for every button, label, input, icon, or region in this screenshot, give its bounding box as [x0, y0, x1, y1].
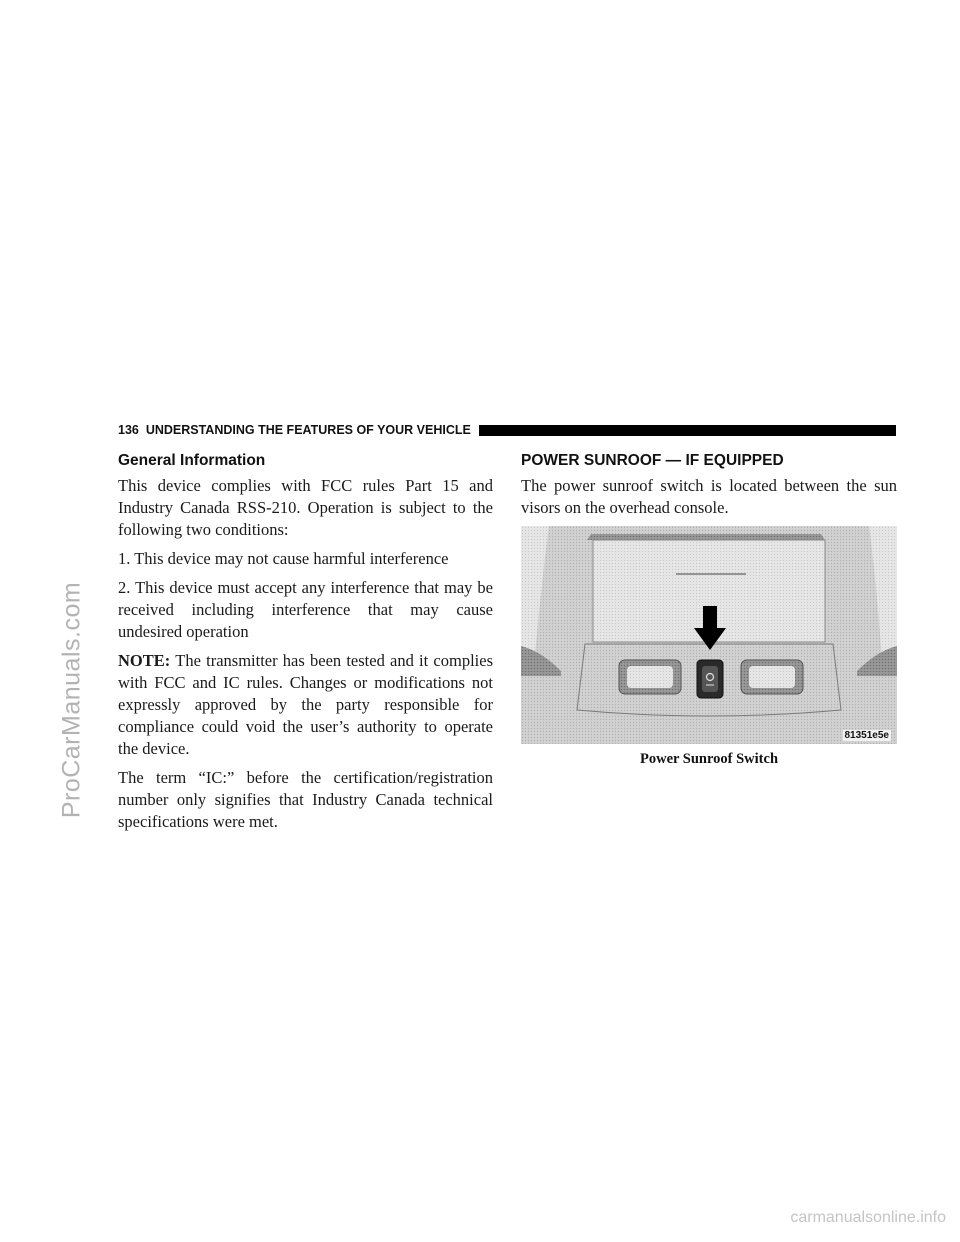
note-text: The transmitter has been tested and it complies with FCC and IC rules. Changes or modifications not expressly approved by the party responsible for compliance could void the user’s authority to operate the device.	[118, 651, 493, 758]
running-header	[118, 421, 896, 439]
condition-1: 1. This device may not cause harmful interference	[118, 549, 449, 568]
bottom-watermark: carmanualsonline.info	[790, 1209, 946, 1226]
condition-2: 2. This device must accept any interference that may be received including interference that may cause undesired operation	[118, 578, 493, 641]
left-column	[118, 450, 493, 840]
figure-code: 81351e5e	[844, 730, 889, 741]
side-watermark-text: ProCarManuals.com	[57, 581, 86, 819]
note-paragraph	[118, 650, 493, 760]
ic-term-paragraph: The term “IC:” before the certification/registration number only signifies that Industry Canada technical specifications were met.	[118, 768, 493, 831]
sunroof-intro-paragraph: The power sunroof switch is located between the sun visors on the overhead console.	[521, 476, 897, 517]
general-information-heading: General Information	[118, 452, 266, 469]
figure-caption: Power Sunroof Switch	[639, 751, 779, 767]
page-header-text	[118, 423, 471, 437]
overhead-console-figure	[521, 526, 897, 744]
fcc-compliance-paragraph: This device complies with FCC rules Part 15 and Industry Canada RSS-210. Operation is subject to the following two conditions:	[118, 476, 493, 539]
section-title: UNDERSTANDING THE FEATURES OF YOUR VEHICLE	[145, 423, 471, 437]
overhead-console-illustration	[521, 526, 897, 744]
power-sunroof-heading: POWER SUNROOF — IF EQUIPPED	[521, 452, 784, 469]
header-rule	[479, 425, 896, 436]
right-column	[521, 450, 897, 768]
note-label: NOTE:	[118, 651, 171, 670]
page-number: 136	[118, 423, 139, 437]
